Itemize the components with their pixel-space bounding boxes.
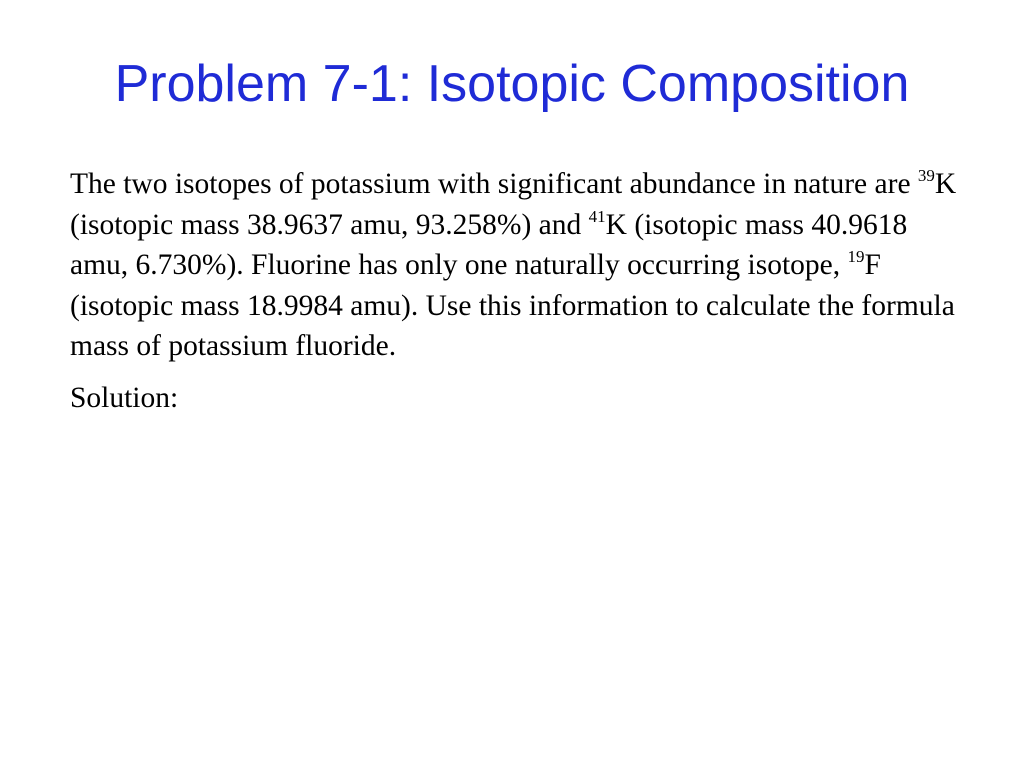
superscript-mass-number-41: 41 — [588, 206, 606, 226]
superscript-mass-number-19: 19 — [847, 247, 865, 266]
problem-text-part-1: The two isotopes of potassium with significant abundance in nature are — [70, 168, 918, 200]
slide-body — [70, 164, 960, 418]
problem-statement — [70, 164, 960, 367]
superscript-mass-number-39: 39 — [917, 166, 935, 185]
problem-text-part-2: K (isotopic mass 38.9637 amu, 93.258%) and — [70, 168, 957, 241]
solution-label: Solution: — [70, 381, 179, 414]
slide-title: Problem 7-1: Isotopic Composition — [114, 55, 910, 113]
problem-text-part-3: K (isotopic mass 40.9618 amu, 6.730%). Fluorine has only one naturally occurring isotope, — [70, 208, 908, 281]
problem-text-part-4: F (isotopic mass 18.9984 amu). Use this information to calculate the formula mass of potassium fluoride. — [70, 249, 955, 362]
